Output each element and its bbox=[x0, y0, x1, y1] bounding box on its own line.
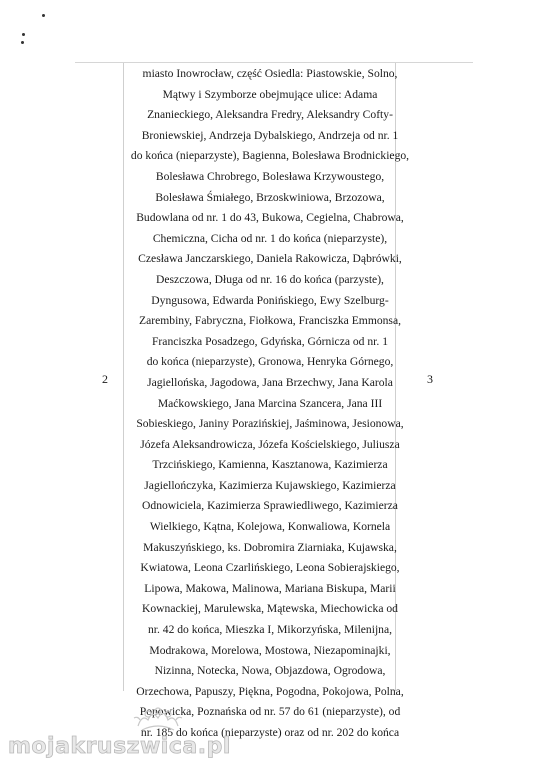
text-line: Lipowa, Makowa, Malinowa, Mariana Biskupa, Marii bbox=[144, 581, 396, 595]
text-line: Jagiellońska, Jagodowa, Jana Brzechwy, Jana Karola bbox=[147, 375, 393, 389]
right-column-number: 3 bbox=[427, 372, 433, 386]
text-line: Orzechowa, Papuszy, Piękna, Pogodna, Pokojowa, Polna, bbox=[136, 684, 404, 698]
text-line: Budowlana od nr. 1 do 43, Bukowa, Cegielna, Chabrowa, bbox=[136, 211, 404, 225]
text-line: Chemiczna, Cicha od nr. 1 do końca (nieparzyste), bbox=[152, 231, 388, 245]
text-line: Popowicka, Poznańska od nr. 57 do 61 (nieparzyste), od bbox=[139, 705, 401, 719]
text-line: Makuszyńskiego, ks. Dobromira Ziarniaka, Kujawska, bbox=[143, 540, 397, 554]
left-column-number: 2 bbox=[102, 372, 108, 386]
text-line: Zarembiny, Fabryczna, Fiołkowa, Franciszka Emmonsa, bbox=[139, 314, 401, 328]
text-line: Dyngusowa, Edwarda Ponińskiego, Ewy Szelburg- bbox=[151, 293, 389, 307]
scan-dot-1 bbox=[42, 14, 45, 17]
text-line: nr. 185 do końca (nieparzyste) oraz od nr. 202 do końca bbox=[140, 726, 400, 739]
text-line: Broniewskiej, Andrzeja Dybalskiego, Andrzeja od nr. 1 bbox=[141, 128, 399, 142]
text-line: Jagiellończyka, Kazimierza Kujawskiego, Kazimierza bbox=[144, 478, 396, 492]
scan-dot-3 bbox=[21, 41, 24, 44]
district-streets-text bbox=[128, 64, 412, 744]
text-line: Modrakowa, Morelowa, Mostowa, Niezapominajki, bbox=[149, 643, 391, 657]
text-line: Franciszka Posadzego, Gdyńska, Górnicza od nr. 1 bbox=[151, 334, 388, 348]
text-line: Bolesława Chrobrego, Bolesława Krzywoustego, bbox=[155, 169, 385, 183]
text-line: Trzcińskiego, Kamienna, Kasztanowa, Kazimierza bbox=[152, 458, 388, 472]
text-line: Wielkiego, Kątna, Kolejowa, Konwaliowa, Kornela bbox=[149, 520, 391, 534]
text-line: Mątwy i Szymborze obejmujące ulice: Adama bbox=[162, 87, 378, 101]
text-line: Kwiatowa, Leona Czarlińskiego, Leona Sobierajskiego, bbox=[140, 561, 400, 575]
text-line: Czesława Janczarskiego, Daniela Rakowicza, Dąbrówki, bbox=[138, 252, 402, 266]
text-line: nr. 42 do końca, Mieszka I, Mikorzyńska, Milenijna, bbox=[147, 623, 393, 637]
text-line: do końca (nieparzyste), Bagienna, Bolesława Brodnickiego, bbox=[130, 149, 410, 163]
scan-dot-2 bbox=[22, 33, 25, 36]
site-watermark: mojakruszwica.pl bbox=[8, 734, 231, 759]
column-divider-left bbox=[123, 63, 124, 691]
text-line: Sobieskiego, Janiny Porazińskiej, Jaśminowa, Jesionowa, bbox=[136, 417, 404, 431]
text-line: Odnowiciela, Kazimierza Sprawiedliwego, Kazimierza bbox=[142, 499, 398, 513]
text-line: Józefa Aleksandrowicza, Józefa Kościelskiego, Juliusza bbox=[140, 437, 400, 451]
text-line: Nizinna, Notecka, Nowa, Objazdowa, Ogrodowa, bbox=[154, 664, 386, 678]
text-line: do końca (nieparzyste), Gronowa, Henryka Górnego, bbox=[146, 355, 394, 369]
text-line: Kownackiej, Marulewska, Mątewska, Miechowicka od bbox=[142, 602, 398, 616]
floral-emblem-icon bbox=[128, 704, 188, 734]
text-line: Bolesława Śmiałego, Brzoskwiniowa, Brzozowa, bbox=[155, 190, 385, 204]
text-line: miasto Inowrocław, część Osiedla: Piastowskie, Solno, bbox=[142, 67, 398, 80]
text-line: Maćkowskiego, Jana Marcina Szancera, Jana III bbox=[157, 396, 383, 410]
text-line: Deszczowa, Długa od nr. 16 do końca (parzyste), bbox=[156, 272, 384, 286]
text-line: Znanieckiego, Aleksandra Fredry, Aleksandry Cofty- bbox=[147, 108, 393, 122]
